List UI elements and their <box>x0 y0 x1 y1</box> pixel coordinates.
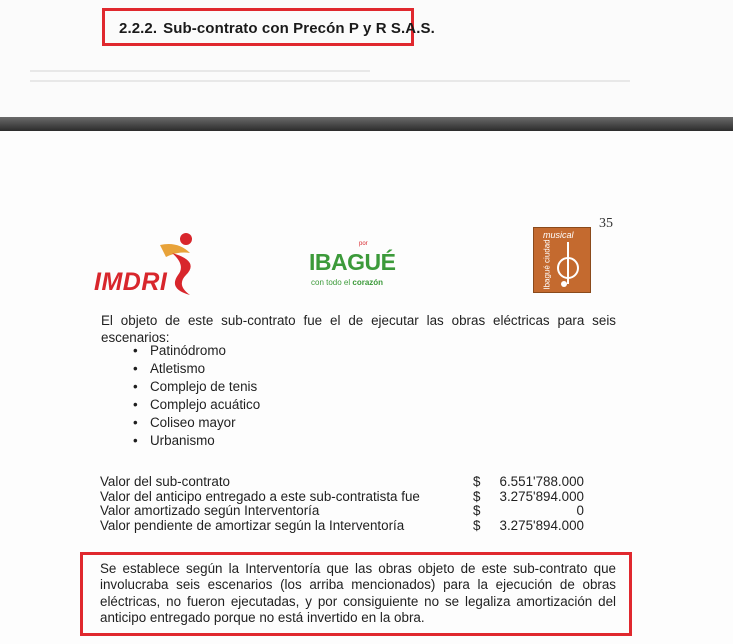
section-heading <box>119 20 435 37</box>
list-item: • Atletismo <box>133 360 260 378</box>
value-amount: 6.551'788.000 <box>499 474 584 489</box>
currency-symbol: $ <box>473 517 481 533</box>
musical-logo <box>533 227 591 293</box>
table-row <box>100 504 584 519</box>
value-amount: 3.275'894.000 <box>499 517 584 533</box>
section-number: 2.2.2. <box>119 20 158 37</box>
ibague-logo-tagline <box>311 278 383 287</box>
tagline-emphasis: corazón <box>352 278 384 287</box>
table-row <box>100 519 584 534</box>
imdri-logo <box>90 231 210 297</box>
ibague-logo <box>305 241 405 293</box>
treble-clef-icon <box>534 228 590 292</box>
currency-symbol: $ <box>473 503 481 518</box>
tagline-prefix: con todo el <box>311 278 351 287</box>
value-label: Valor pendiente de amortizar según la Interventoría <box>100 517 405 533</box>
imdri-logo-text: IMDRI <box>94 268 168 296</box>
conclusion-highlight <box>80 552 632 636</box>
section-title: Sub-contrato con Precón P y R S.A.S. <box>163 20 435 37</box>
value-amount: 3.275'894.000 <box>499 488 584 504</box>
table-row <box>100 490 584 505</box>
list-item: • Complejo de tenis <box>133 378 260 396</box>
ibague-logo-por: por <box>359 241 368 247</box>
musical-logo-side: Ibagué ciudad <box>542 239 552 290</box>
page-separator <box>0 117 733 131</box>
value-label: Valor del anticipo entregado a este sub-contratista fue <box>100 488 420 504</box>
currency-symbol: $ <box>473 474 481 489</box>
table-row <box>100 475 584 490</box>
document-page <box>0 131 733 644</box>
value-label: Valor amortizado según Interventoría <box>100 503 320 518</box>
faded-text-line <box>30 70 370 72</box>
list-item: • Coliseo mayor <box>133 414 260 432</box>
ibague-logo-word: IBAGUÉ <box>309 249 396 275</box>
contract-values-table <box>100 475 584 533</box>
list-item: • Urbanismo <box>133 432 260 450</box>
musical-logo-top: musical <box>543 230 574 240</box>
intro-paragraph: El objeto de este sub-contrato fue el de ejecutar las obras eléctricas para seis escenarios: <box>101 313 616 345</box>
section-heading-highlight <box>102 8 435 46</box>
currency-symbol: $ <box>473 488 481 504</box>
list-item: • Complejo acuático <box>133 396 260 414</box>
previous-page-fragment <box>0 0 733 117</box>
value-label: Valor del sub-contrato <box>100 474 231 489</box>
page-number: 35 <box>599 216 613 231</box>
value-amount: 0 <box>576 503 584 518</box>
conclusion-paragraph: Se establece según la Interventoría que las obras objeto de este sub-contrato que involucraba seis escenarios (los arriba mencionados) para la ejecución de obras eléctricas, no fueron ejecutadas, y por consiguiente no se legaliza amortización del anticipo entregado porque no está invertido en la obra. <box>100 561 616 626</box>
faded-text-line <box>30 80 630 82</box>
list-item: • Patinódromo <box>133 342 260 360</box>
scenario-list <box>133 342 260 450</box>
